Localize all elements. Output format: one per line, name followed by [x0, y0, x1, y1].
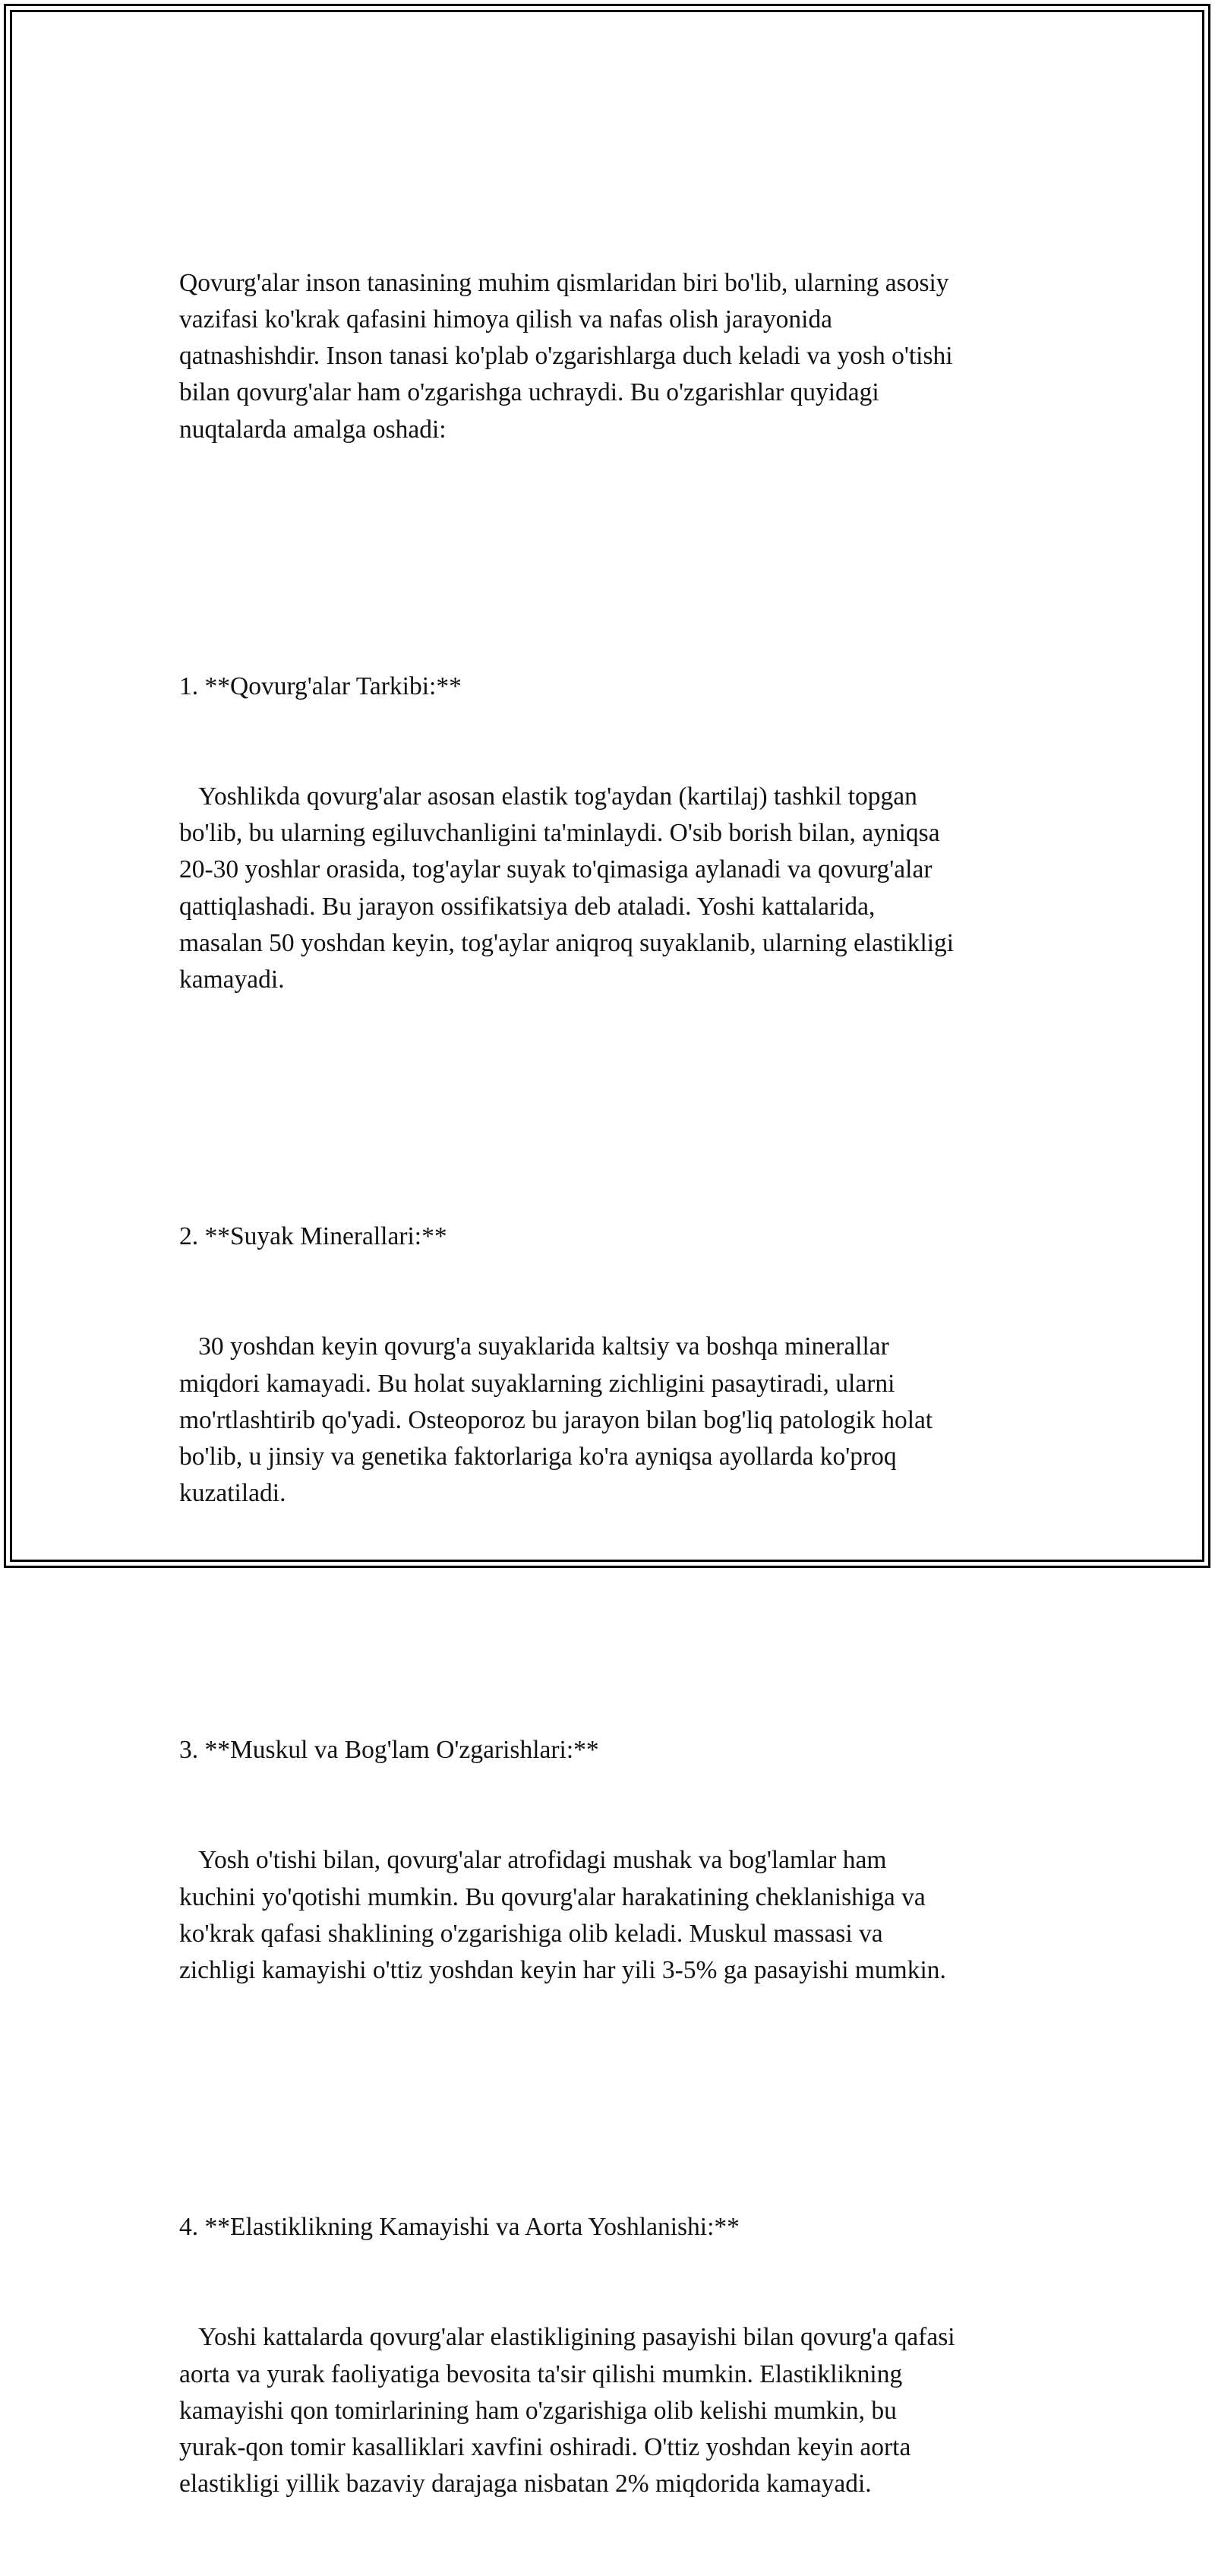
document-body — [179, 191, 1037, 2576]
section-body-elasticity: Yoshi kattalarda qovurg'alar elastikligining pasayishi bilan qovurg'a qafasi aorta va yurak faoliyatiga bevosita ta'sir qilishi mumkin. Elastiklikning kamayishi qon tomirlarining ham o'zgarishiga olib kelishi mumkin, bu yurak-qon tomir kasalliklari xavfini oshiradi. O'ttiz yoshdan keyin aorta elastikligi yillik bazaviy darajaga nisbatan 2% miqdorida kamayadi. — [179, 2323, 955, 2499]
section-heading-composition: 1. **Qovurg'alar Tarkibi:** — [179, 672, 462, 700]
intro-paragraph: Qovurg'alar inson tanasining muhim qismlaridan biri bo'lib, ularning asosiy vazifasi ko'krak qafasini himoya qilish va nafas olish jarayonida qatnashishdir. Inson tanasi ko'plab o'zgarishlarga duch keladi va yosh o'tishi bilan qovurg'alar ham o'zgarishga uchraydi. Bu o'zgarishlar quyidagi nuqtalarda amalga oshadi: — [179, 268, 953, 444]
paragraph-spacer — [179, 1072, 1037, 1108]
paragraph-spacer — [179, 2062, 1037, 2099]
section-heading-minerals: 2. **Suyak Minerallari:** — [179, 1222, 447, 1251]
section-body-muscles: Yosh o'tishi bilan, qovurg'alar atrofidagi mushak va bog'lamlar ham kuchini yo'qotishi mumkin. Bu qovurg'alar harakatining cheklanishiga va ko'krak qafasi shaklining o'zgarishiga olib keladi. Muskul massasi va zichligi kamayishi o'ttiz yoshdan keyin har yili 3-5% ga pasayishi mumkin. — [179, 1846, 946, 1985]
paragraph-spacer — [179, 1585, 1037, 1622]
paragraph-spacer — [179, 522, 1037, 558]
section-body-composition: Yoshlikda qovurg'alar asosan elastik tog'aydan (kartilaj) tashkil topgan bo'lib, bu ularning egiluvchanligini ta'minlaydi. O'sib borish bilan, ayniqsa 20-30 yoshlar orasida, tog'aylar suyak to'qimasiga aylanadi va qovurg'alar qattiqlashadi. Bu jarayon ossifikatsiya deb ataladi. Yoshi kattalarida, masalan 50 yoshdan keyin, tog'aylar aniqroq suyaklanib, ularning elastikligi kamayadi. — [179, 782, 955, 994]
section-heading-muscles: 3. **Muskul va Bog'lam O'zgarishlari:** — [179, 1736, 599, 1765]
section-heading-elasticity: 4. **Elastiklikning Kamayishi va Aorta Yoshlanishi:** — [179, 2213, 740, 2242]
section-body-minerals: 30 yoshdan keyin qovurg'a suyaklarida kaltsiy va boshqa minerallar miqdori kamayadi. Bu holat suyaklarning zichligini pasaytiradi, ularni mo'rtlashtirib qo'yadi. Osteoporoz bu jarayon bilan bog'liq patologik holat bo'lib, u jinsiy va genetika faktorlariga ko'ra ayniqsa ayollarda ko'proq kuzatiladi. — [179, 1332, 933, 1508]
